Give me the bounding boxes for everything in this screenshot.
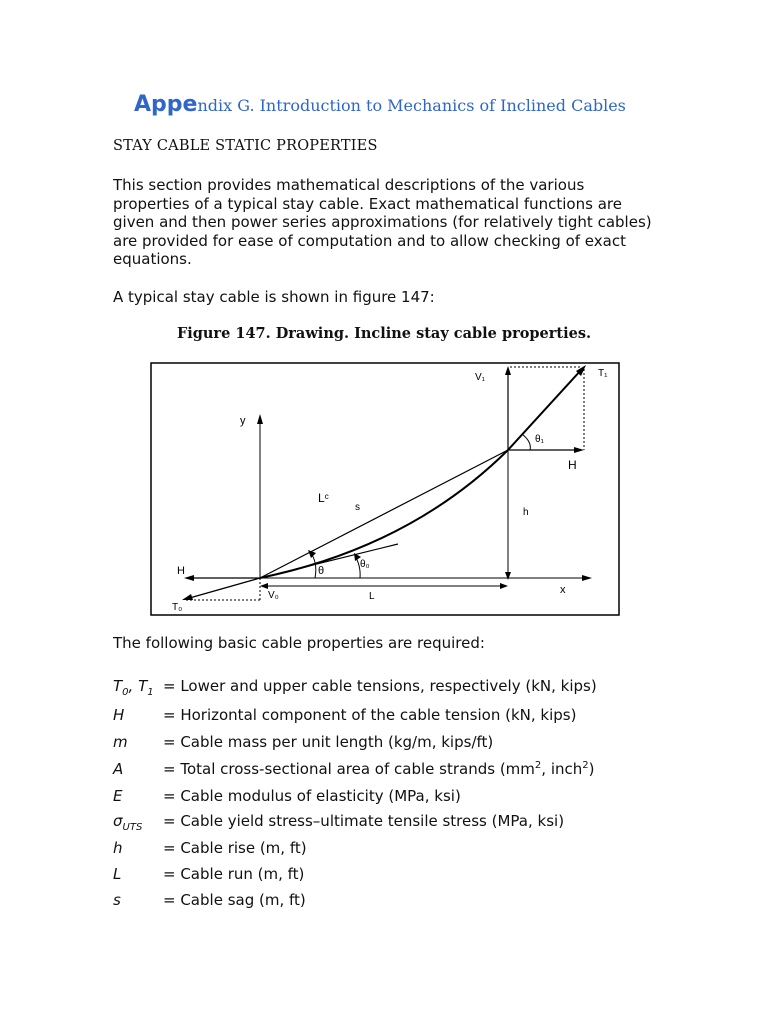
property-definition: = Cable rise (m, ft) <box>163 839 307 857</box>
upper-cable <box>508 369 582 450</box>
property-symbol: $T_0$, $T_1$ <box>113 677 154 698</box>
t0-arrow <box>182 594 193 600</box>
property-definition: = Cable sag (m, ft) <box>163 891 306 909</box>
label-theta1: θ₁ <box>535 434 544 445</box>
label-t0: T₀ <box>172 602 183 613</box>
label-y: y <box>240 415 246 427</box>
property-symbol: E <box>113 787 123 805</box>
property-definition: = Cable mass per unit length (kg/m, kips/ft) <box>163 733 494 751</box>
h-upper-arrow <box>574 447 584 453</box>
x-axis-arrow <box>582 575 592 581</box>
typical-text: A typical stay cable is shown in figure 147: <box>113 288 435 306</box>
l-dim-left-arrow <box>260 583 268 589</box>
property-definition: = Total cross-sectional area of cable strands ($mm^2$, inch$^2$) <box>163 760 595 778</box>
label-theta0: θ₀ <box>360 559 370 570</box>
y-axis-arrow <box>257 414 263 424</box>
title-prefix: Appe <box>134 92 198 117</box>
label-h: h <box>523 507 529 518</box>
h-left-arrow <box>184 575 194 581</box>
label-l: L <box>369 591 375 602</box>
properties-intro: The following basic cable properties are required: <box>113 634 485 652</box>
property-definition: = Cable modulus of elasticity (MPa, ksi) <box>163 787 461 805</box>
property-symbol: $\sigma_{UTS}$ <box>113 812 143 833</box>
label-v1: V₁ <box>475 372 486 383</box>
label-theta: θ <box>318 565 325 577</box>
t0-line <box>186 578 260 599</box>
cable-figure <box>150 362 620 616</box>
property-symbol: H <box>113 706 125 724</box>
property-symbol: m <box>113 733 128 751</box>
l-dim-right-arrow <box>500 583 508 589</box>
tangent-line <box>260 544 398 578</box>
property-symbol: s <box>113 891 121 909</box>
figure-frame <box>151 363 619 615</box>
page-title <box>134 92 626 117</box>
property-symbol: h <box>113 839 123 857</box>
property-symbol: L <box>113 865 122 883</box>
label-v0: V₀ <box>268 590 279 601</box>
h-bottom-arrow <box>505 572 511 580</box>
property-definition: = Lower and upper cable tensions, respectively (kN, kips) <box>163 677 597 695</box>
property-definition: = Cable run (m, ft) <box>163 865 305 883</box>
section-heading: STAY CABLE STATIC PROPERTIES <box>113 138 378 154</box>
label-s: s <box>355 502 360 513</box>
label-x: x <box>560 584 566 596</box>
theta1-arc <box>522 434 530 450</box>
intro-paragraph: This section provides mathematical descriptions of the various properties of a typical stay cable. Exact mathematical functions are given and then power series approximations (for relatively tight cables) are provided for ease of computation and to allow checking of exact equations. <box>113 176 652 269</box>
chord-line <box>260 450 508 578</box>
title-rest: ndix G. Introduction to Mechanics of Inclined Cables <box>197 96 626 115</box>
label-lc: Lᶜ <box>318 491 329 505</box>
label-h-upper: H <box>568 458 577 472</box>
label-h-left: H <box>177 565 185 577</box>
label-t1: T₁ <box>598 368 608 379</box>
property-definition: = Horizontal component of the cable tension (kN, kips) <box>163 706 577 724</box>
figure-caption: Figure 147. Drawing. Incline stay cable properties. <box>176 325 592 342</box>
property-definition: = Cable yield stress–ultimate tensile stress (MPa, ksi) <box>163 812 565 830</box>
property-symbol: A <box>113 760 124 778</box>
